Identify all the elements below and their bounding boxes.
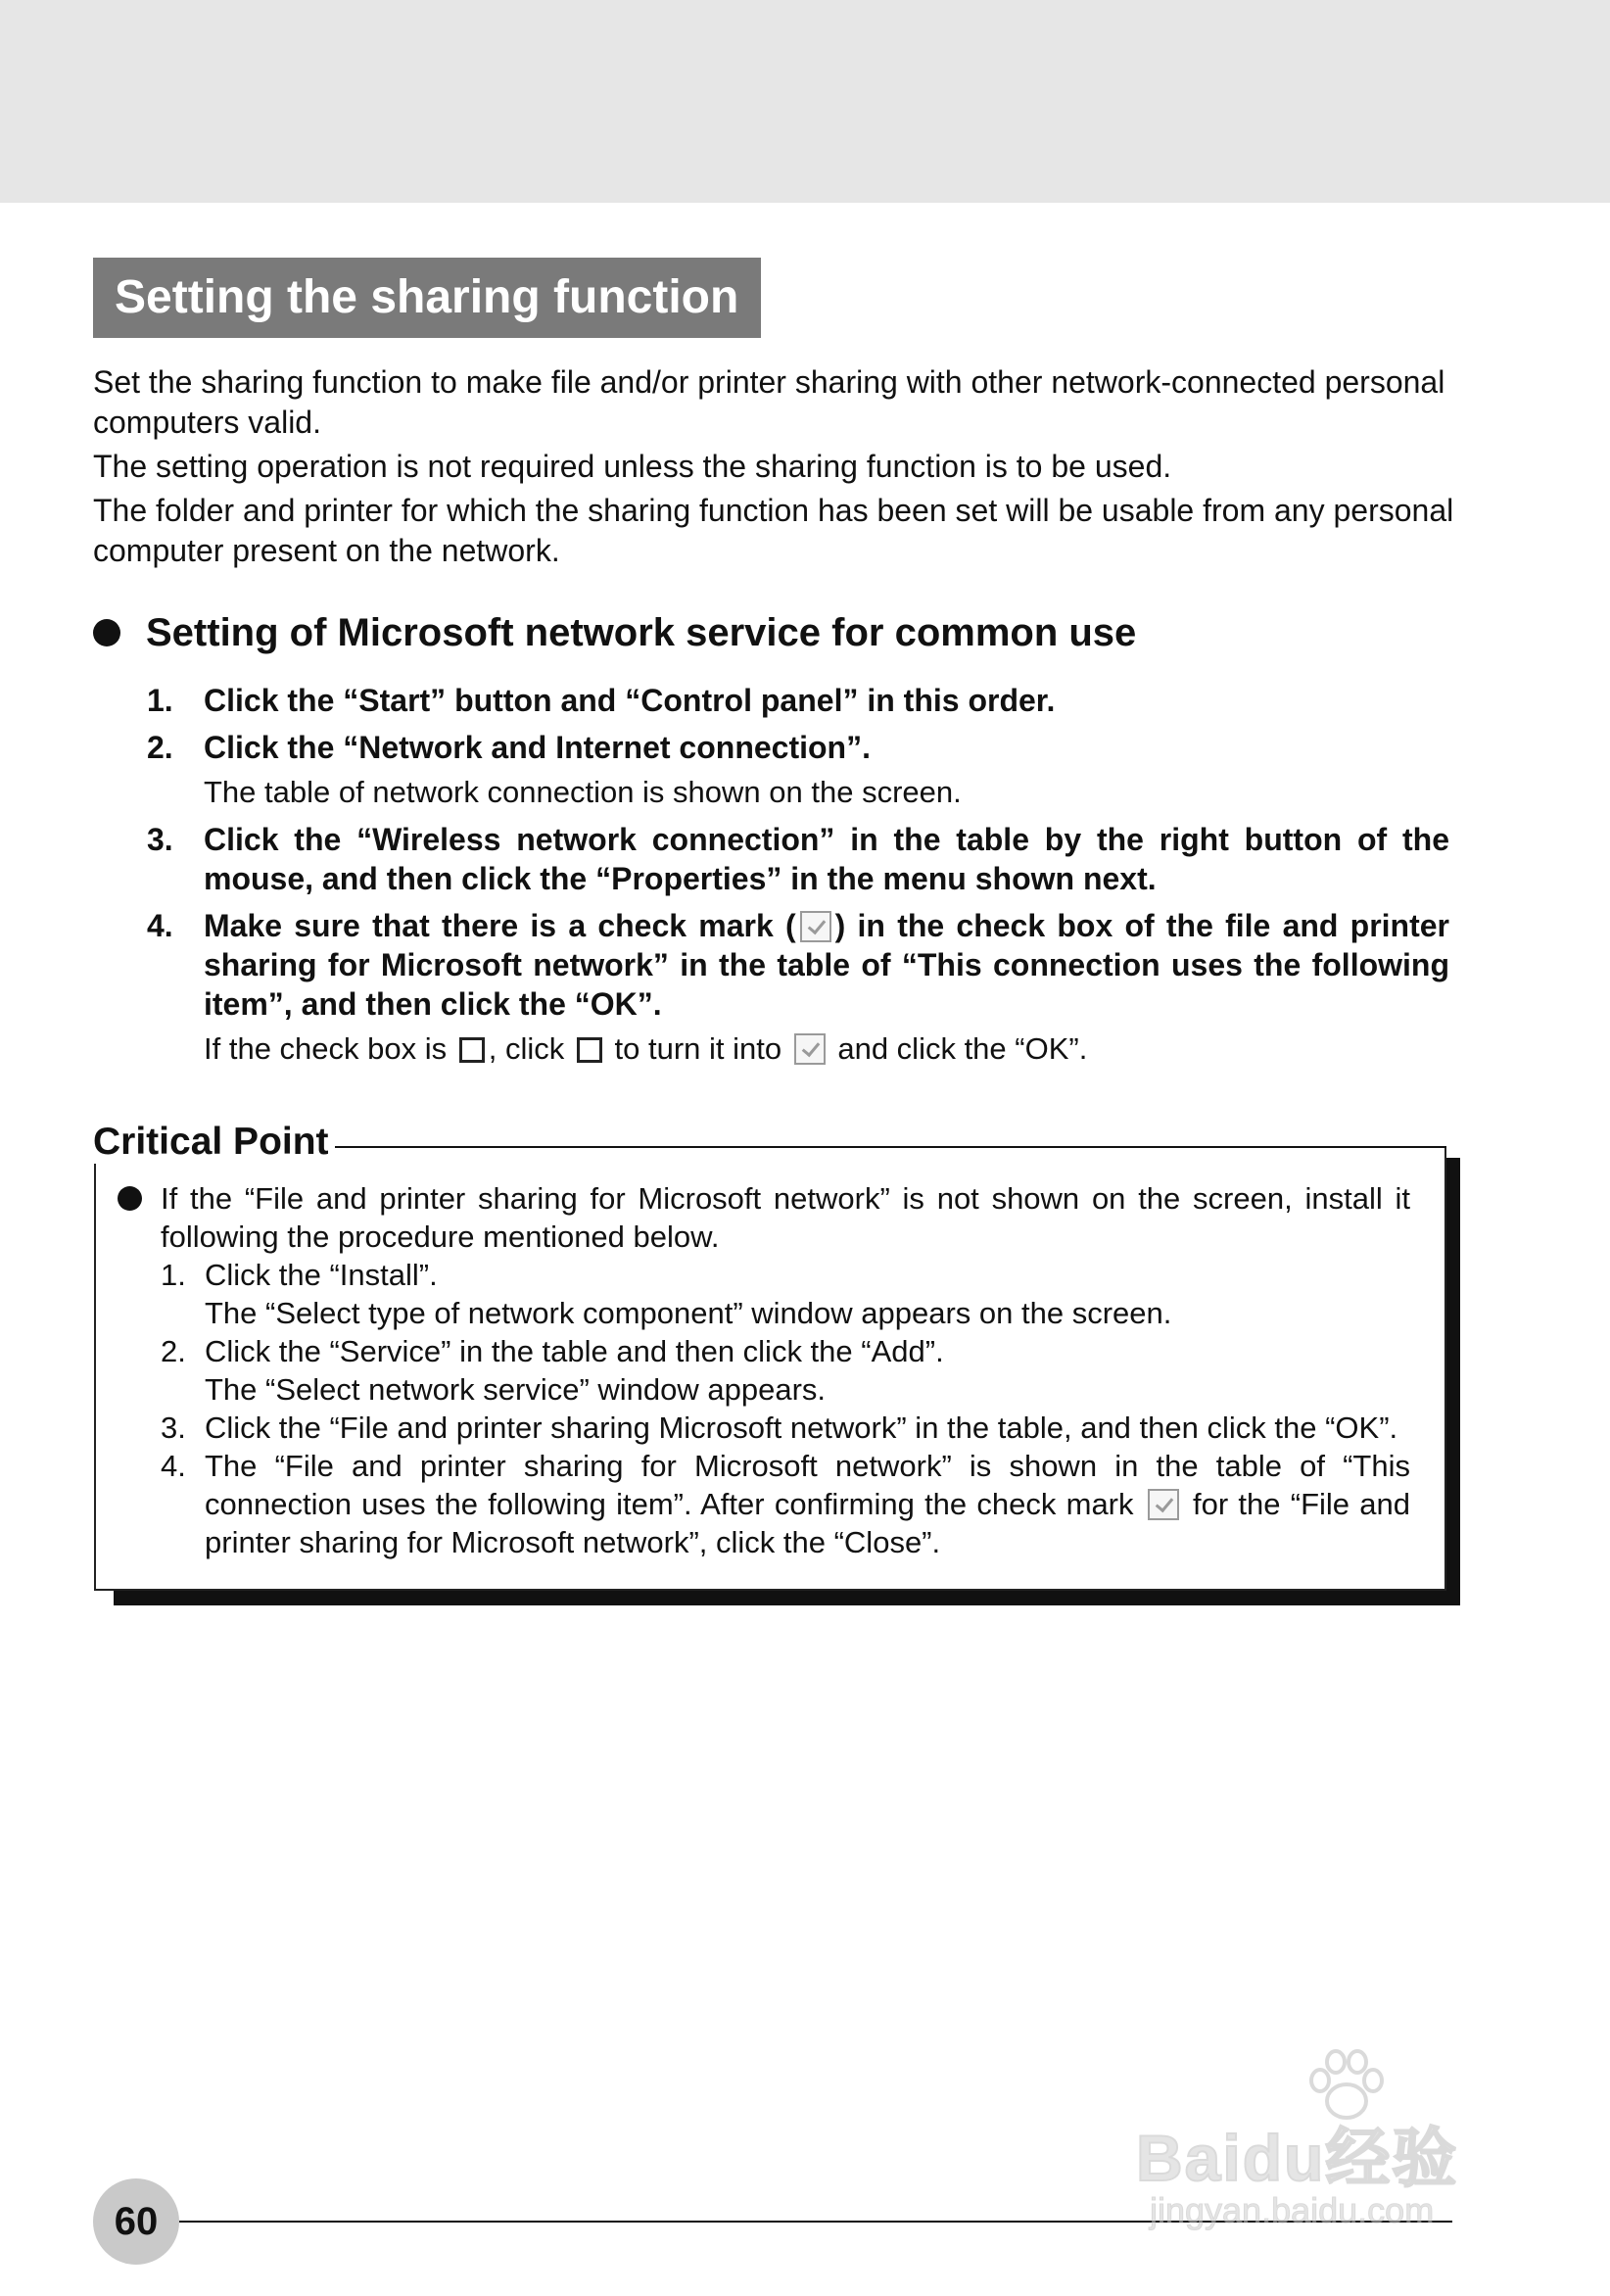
critical-step-item [161,1332,1410,1409]
critical-point-content [161,1179,1410,1561]
step-item [147,681,1449,720]
step-item [147,728,1449,812]
step-number: 4. [147,908,173,943]
critical-step-note: The “Select type of network component” window appears on the screen. [205,1296,1172,1330]
critical-point-steps [161,1256,1410,1561]
step-item [147,820,1449,898]
step-text: Click the “Network and Internet connection”. [204,730,871,765]
empty-checkbox-icon [577,1037,602,1063]
critical-step-text-part: The “File and printer sharing for Microsoft network” is shown in the table of “This connection uses the following item”. After confirming the check mark [205,1449,1410,1521]
critical-point-rule [323,1146,1446,1148]
critical-step-text: Click the “Service” in the table and then click the “Add”. [205,1334,944,1368]
critical-step-text-part: for the “File and printer sharing for Microsoft network”, click the “Close”. [205,1487,1410,1559]
step-item [147,906,1449,1069]
step-note: The table of network connection is shown on the screen. [204,775,962,809]
critical-step-number: 4. [161,1449,186,1483]
step-note-part: If the check box is [204,1031,448,1066]
top-header-band [0,0,1610,203]
step-note-part: to turn it into [614,1031,782,1066]
critical-step-number: 1. [161,1258,186,1292]
watermark [1136,2047,1528,2233]
step-number: 1. [147,683,173,718]
subsection-title: Setting of Microsoft network service for common use [146,611,1137,654]
critical-step-number: 2. [161,1334,186,1368]
checked-checkbox-icon [800,911,831,942]
watermark-brand: Baidu经验 [1136,2122,1459,2194]
intro-paragraph: The setting operation is not required unless the sharing function is to be used. [93,449,1172,484]
step-text: Click the “Wireless network connection” in the table by the right button of the mouse, and then click the “Properties” in the menu shown next. [204,822,1449,896]
critical-point-lead: If the “File and printer sharing for Microsoft network” is not shown on the screen, install it following the procedure mentioned below. [161,1181,1410,1254]
step-note [204,1029,1449,1069]
critical-step-item [161,1447,1410,1561]
critical-step-item [161,1409,1410,1447]
checked-checkbox-icon [794,1033,826,1065]
critical-step-item [161,1256,1410,1332]
critical-step-text: Click the “Install”. [205,1258,438,1292]
watermark-url: jingyan.baidu.com [1150,2190,1435,2230]
subsection-heading [93,611,1136,655]
step-text-part: Make sure that there is a check mark ( [204,908,796,943]
critical-step-note: The “Select network service” window appears. [205,1372,827,1407]
page-number: 60 [93,2178,179,2265]
critical-step-number: 3. [161,1411,186,1445]
step-number: 2. [147,730,173,765]
bullet-icon [93,619,120,646]
step-number: 3. [147,822,173,857]
critical-point-title: Critical Point [93,1121,335,1164]
section-title: Setting the sharing function [93,258,761,338]
steps-list [147,681,1449,1076]
step-note-part: and click the “OK”. [837,1031,1088,1066]
checked-checkbox-icon [1148,1489,1179,1520]
intro-paragraph: The folder and printer for which the sharing function has been set will be usable from any personal computer present on the network. [93,493,1454,568]
step-note-part: , click [488,1031,565,1066]
intro-paragraph: Set the sharing function to make file and/or printer sharing with other network-connected personal computers valid. [93,364,1445,440]
critical-step-text: Click the “File and printer sharing Microsoft network” in the table, and then click the “OK”. [205,1411,1398,1445]
critical-step-text [205,1447,1410,1561]
empty-checkbox-icon [459,1037,485,1063]
bullet-icon [118,1186,142,1211]
step-text-part: ) in the check box of the file and printer sharing for Microsoft network” in the table of “This connection uses the following item”, and then click the “OK”. [204,908,1450,1022]
step-text: Click the “Start” button and “Control panel” in this order. [204,683,1056,718]
step-text [204,906,1449,1024]
intro-text [93,362,1454,575]
